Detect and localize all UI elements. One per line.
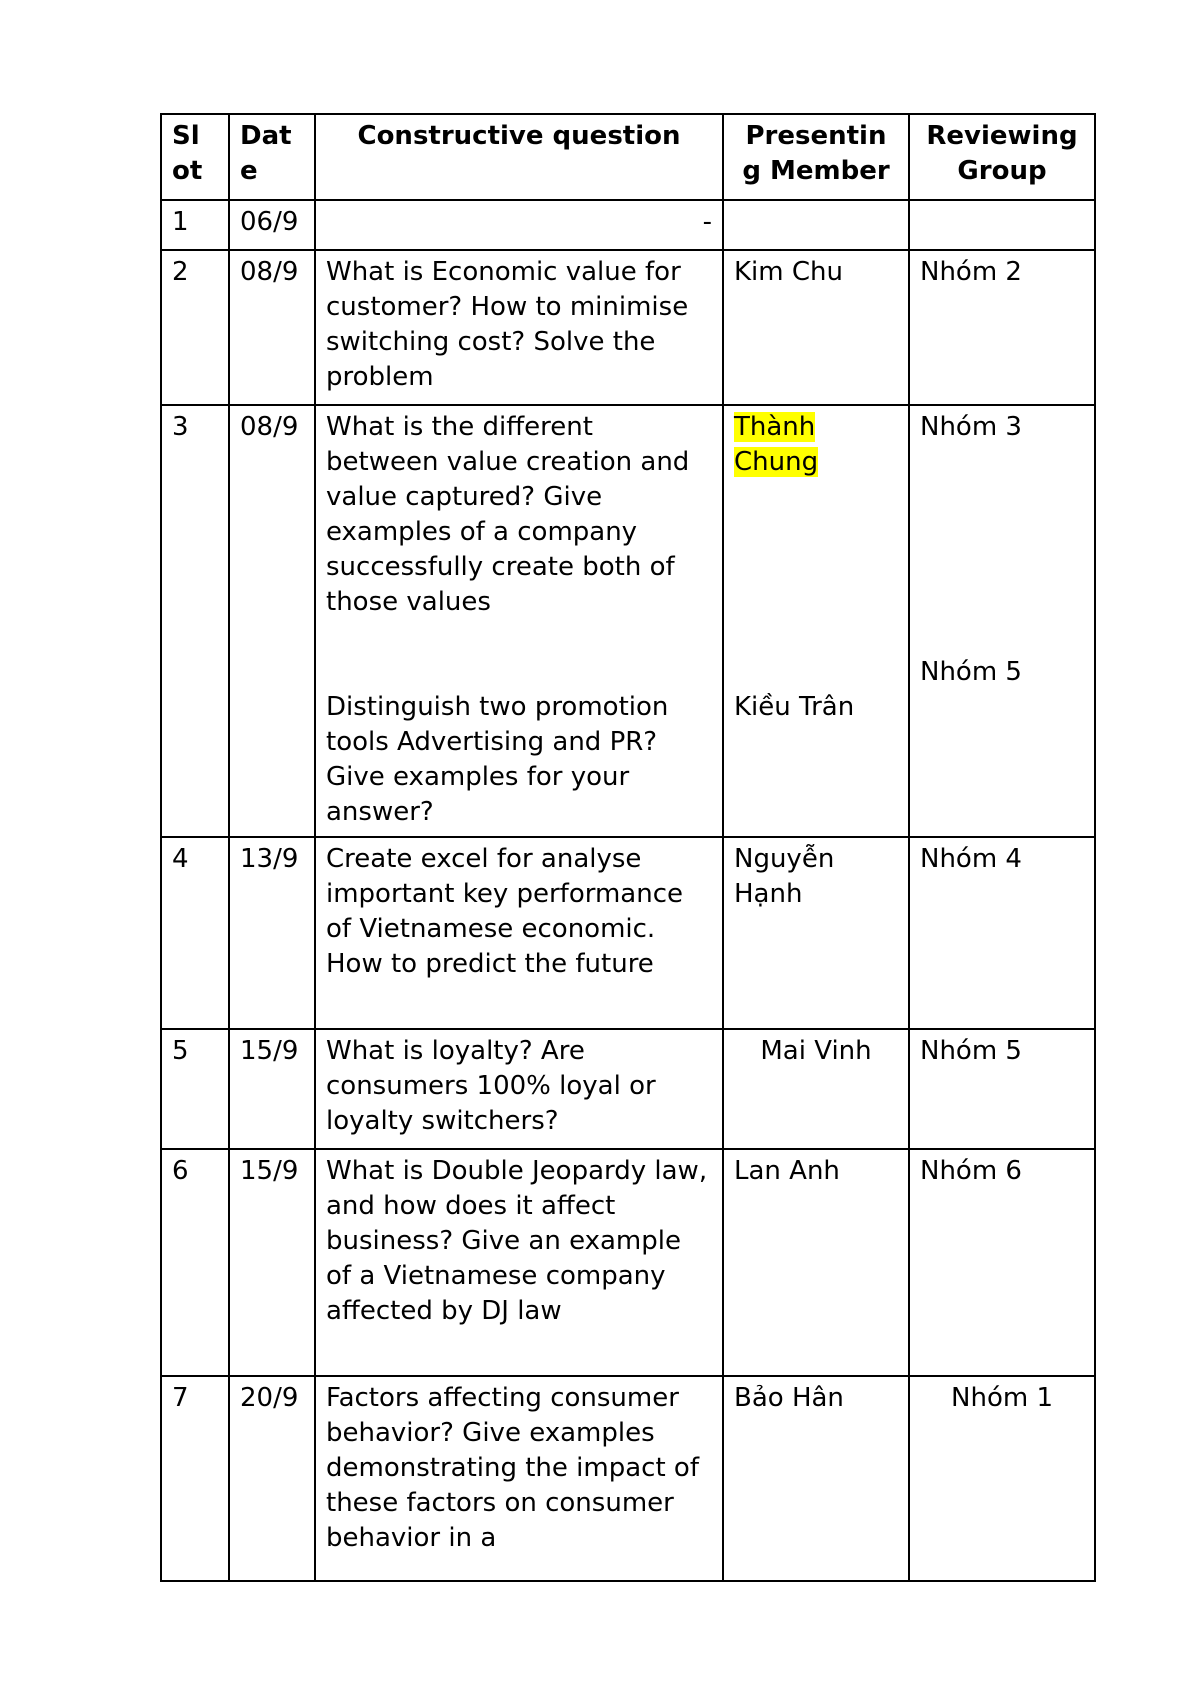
question-cell [315,405,723,837]
slot-cell: 7 [161,1376,229,1581]
question-cell: What is loyalty? Are consumers 100% loyal or loyalty switchers? [315,1029,723,1149]
question-cell: What is Double Jeopardy law, and how does it affect business? Give an example of a Vietnamese company affected by DJ law [315,1149,723,1376]
question-cell: What is Economic value for customer? How to minimise switching cost? Solve the problem [315,250,723,405]
presenter-highlighted: Thành Chung [734,412,819,477]
group-text: Nhóm 1 [951,1383,1053,1413]
slot-cell: 5 [161,1029,229,1149]
schedule-table [160,113,1096,1582]
slot-cell: 1 [161,200,229,250]
presenter-cell: Lan Anh [723,1149,909,1376]
table-row [161,837,1095,1029]
date-cell: 15/9 [229,1149,315,1376]
table-row [161,200,1095,250]
header-date: Dat e [229,114,315,200]
presenter-2: Kiều Trân [734,692,855,722]
header-slot: Sl ot [161,114,229,200]
group-cell: Nhóm 5 [909,1029,1095,1149]
question-cell: Create excel for analyse important key performance of Vietnamese economic. How to predict the future [315,837,723,1029]
table-row [161,1029,1095,1149]
header-row [161,114,1095,200]
group-cell [909,200,1095,250]
presenter-text: Mai Vinh [760,1036,872,1066]
table-row [161,1376,1095,1581]
presenter-cell: Nguyễn Hạnh [723,837,909,1029]
slot-cell: 2 [161,250,229,405]
date-cell: 13/9 [229,837,315,1029]
group-text: Nhóm 3 [920,412,1022,442]
presenter-cell [723,1029,909,1149]
slot-cell: 6 [161,1149,229,1376]
header-presenting: Presentin g Member [723,114,909,200]
group-cell [909,1376,1095,1581]
date-cell: 06/9 [229,200,315,250]
presenter-cell: Kim Chu [723,250,909,405]
group-cell: Nhóm 4 [909,837,1095,1029]
date-cell: 08/9 [229,405,315,837]
date-cell: 20/9 [229,1376,315,1581]
date-cell: 15/9 [229,1029,315,1149]
table-row [161,1149,1095,1376]
slot-cell: 3 [161,405,229,837]
presenter-cell [723,405,909,837]
table-row [161,405,1095,837]
question-text: What is the different between value creation and value captured? Give examples of a company successfully create both of those values [326,412,690,617]
question-text-2: Distinguish two promotion tools Advertising and PR? Give examples for your answer? [326,692,669,827]
group-cell [909,405,1095,837]
date-cell: 08/9 [229,250,315,405]
question-cell [315,200,723,250]
group-text-2: Nhóm 5 [920,657,1022,687]
question-text: - [702,207,712,237]
question-cell: Factors affecting consumer behavior? Give examples demonstrating the impact of these factors on consumer behavior in a [315,1376,723,1581]
presenter-cell [723,200,909,250]
table-row [161,250,1095,405]
header-question: Constructive question [315,114,723,200]
group-cell: Nhóm 6 [909,1149,1095,1376]
header-reviewing: Reviewing Group [909,114,1095,200]
slot-cell: 4 [161,837,229,1029]
presenter-cell: Bảo Hân [723,1376,909,1581]
group-cell: Nhóm 2 [909,250,1095,405]
